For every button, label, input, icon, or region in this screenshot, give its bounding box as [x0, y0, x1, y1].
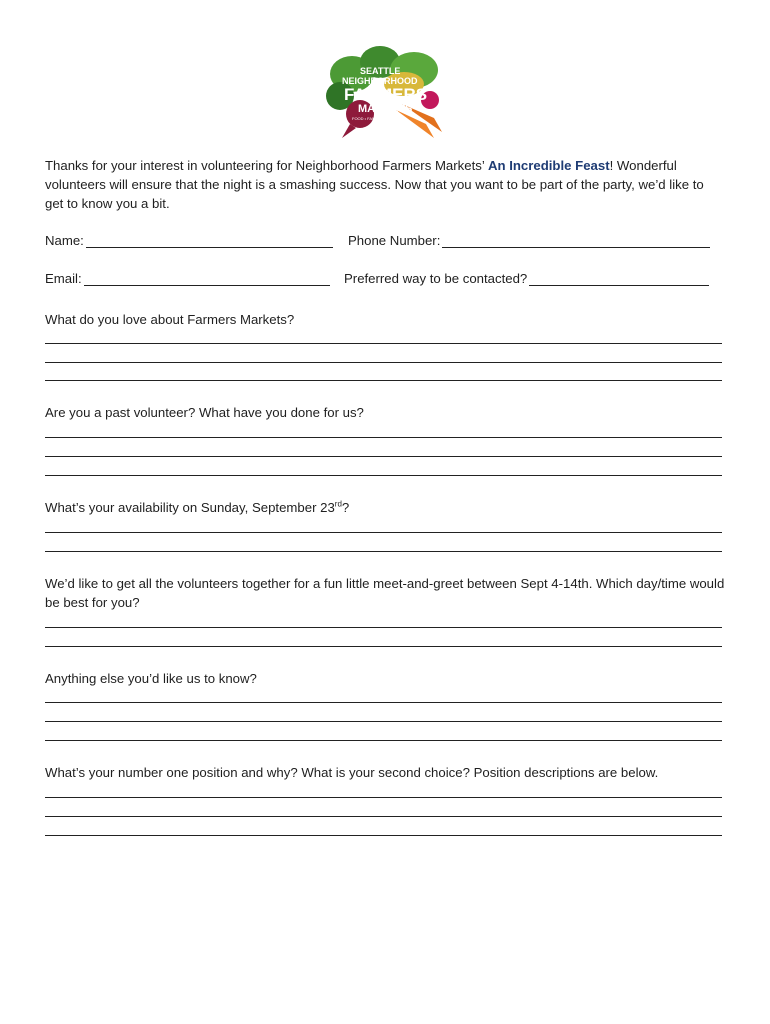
answer-line[interactable]	[45, 835, 722, 836]
answer-line[interactable]	[45, 551, 722, 552]
answer-line[interactable]	[45, 816, 722, 817]
question-anything-else: Anything else you’d like us to know?	[45, 671, 257, 686]
event-name: An Incredible Feast	[487, 158, 610, 173]
email-label: Email:	[45, 271, 82, 286]
email-field[interactable]	[45, 271, 330, 286]
answer-line[interactable]	[45, 627, 722, 628]
intro-text-after: ! Wonderful volunteers will ensure that the night is a smashing success. Now that you want to be part of the party, we’d like to get to know you a bit.	[45, 158, 704, 211]
answer-line[interactable]	[45, 475, 722, 476]
answer-line[interactable]	[45, 646, 722, 647]
logo-text-markets: MARKETS	[358, 103, 413, 115]
phone-input-line[interactable]	[442, 233, 710, 248]
email-input-line[interactable]	[84, 271, 330, 286]
question-love-markets: What do you love about Farmers Markets?	[45, 312, 295, 327]
answer-line[interactable]	[45, 740, 722, 741]
contact-preference-field[interactable]	[344, 271, 709, 286]
name-label: Name:	[45, 233, 84, 248]
question-availability-text: What’s your availability on Sunday, September 23	[45, 500, 335, 515]
intro-paragraph	[45, 156, 725, 213]
answer-line[interactable]	[45, 456, 722, 457]
logo-text-neighborhood: NEIGHBORHOOD	[342, 76, 418, 86]
logo-text-farmers: FARMERS	[344, 85, 428, 104]
intro-text-before: Thanks for your interest in volunteering for Neighborhood Farmers Markets’	[45, 158, 488, 173]
contact-preference-input-line[interactable]	[529, 271, 709, 286]
phone-field[interactable]	[348, 233, 710, 248]
answer-line[interactable]	[45, 721, 722, 722]
answer-line[interactable]	[45, 532, 722, 533]
question-past-volunteer: Are you a past volunteer? What have you done for us?	[45, 405, 364, 420]
name-input-line[interactable]	[86, 233, 333, 248]
logo-graphic	[322, 44, 446, 140]
name-field[interactable]	[45, 233, 333, 248]
question-meet-and-greet: We’d like to get all the volunteers together for a fun little meet-and-greet between Sept 4-14th. Which day/time would be best for you?	[45, 576, 725, 610]
ordinal-suffix: rd	[334, 499, 342, 509]
contact-preference-label: Preferred way to be contacted?	[344, 271, 528, 286]
answer-line[interactable]	[45, 437, 722, 438]
answer-line[interactable]	[45, 343, 722, 344]
answer-line[interactable]	[45, 380, 722, 381]
question-availability-end: ?	[341, 500, 350, 515]
logo-text-seattle: SEATTLE	[360, 66, 401, 76]
email-contact-row	[45, 271, 725, 291]
answer-line[interactable]	[45, 702, 722, 703]
question-position-choice: What’s your number one position and why? What is your second choice? Position descriptions are below.	[45, 765, 659, 780]
seattle-farmers-markets-logo	[322, 44, 446, 140]
logo-tagline: FOOD • FAMILIES • FARMS	[352, 116, 403, 121]
answer-line[interactable]	[45, 362, 722, 363]
phone-label: Phone Number:	[348, 233, 441, 248]
name-phone-row	[45, 233, 725, 253]
answer-line[interactable]	[45, 797, 722, 798]
question-availability	[45, 498, 725, 517]
